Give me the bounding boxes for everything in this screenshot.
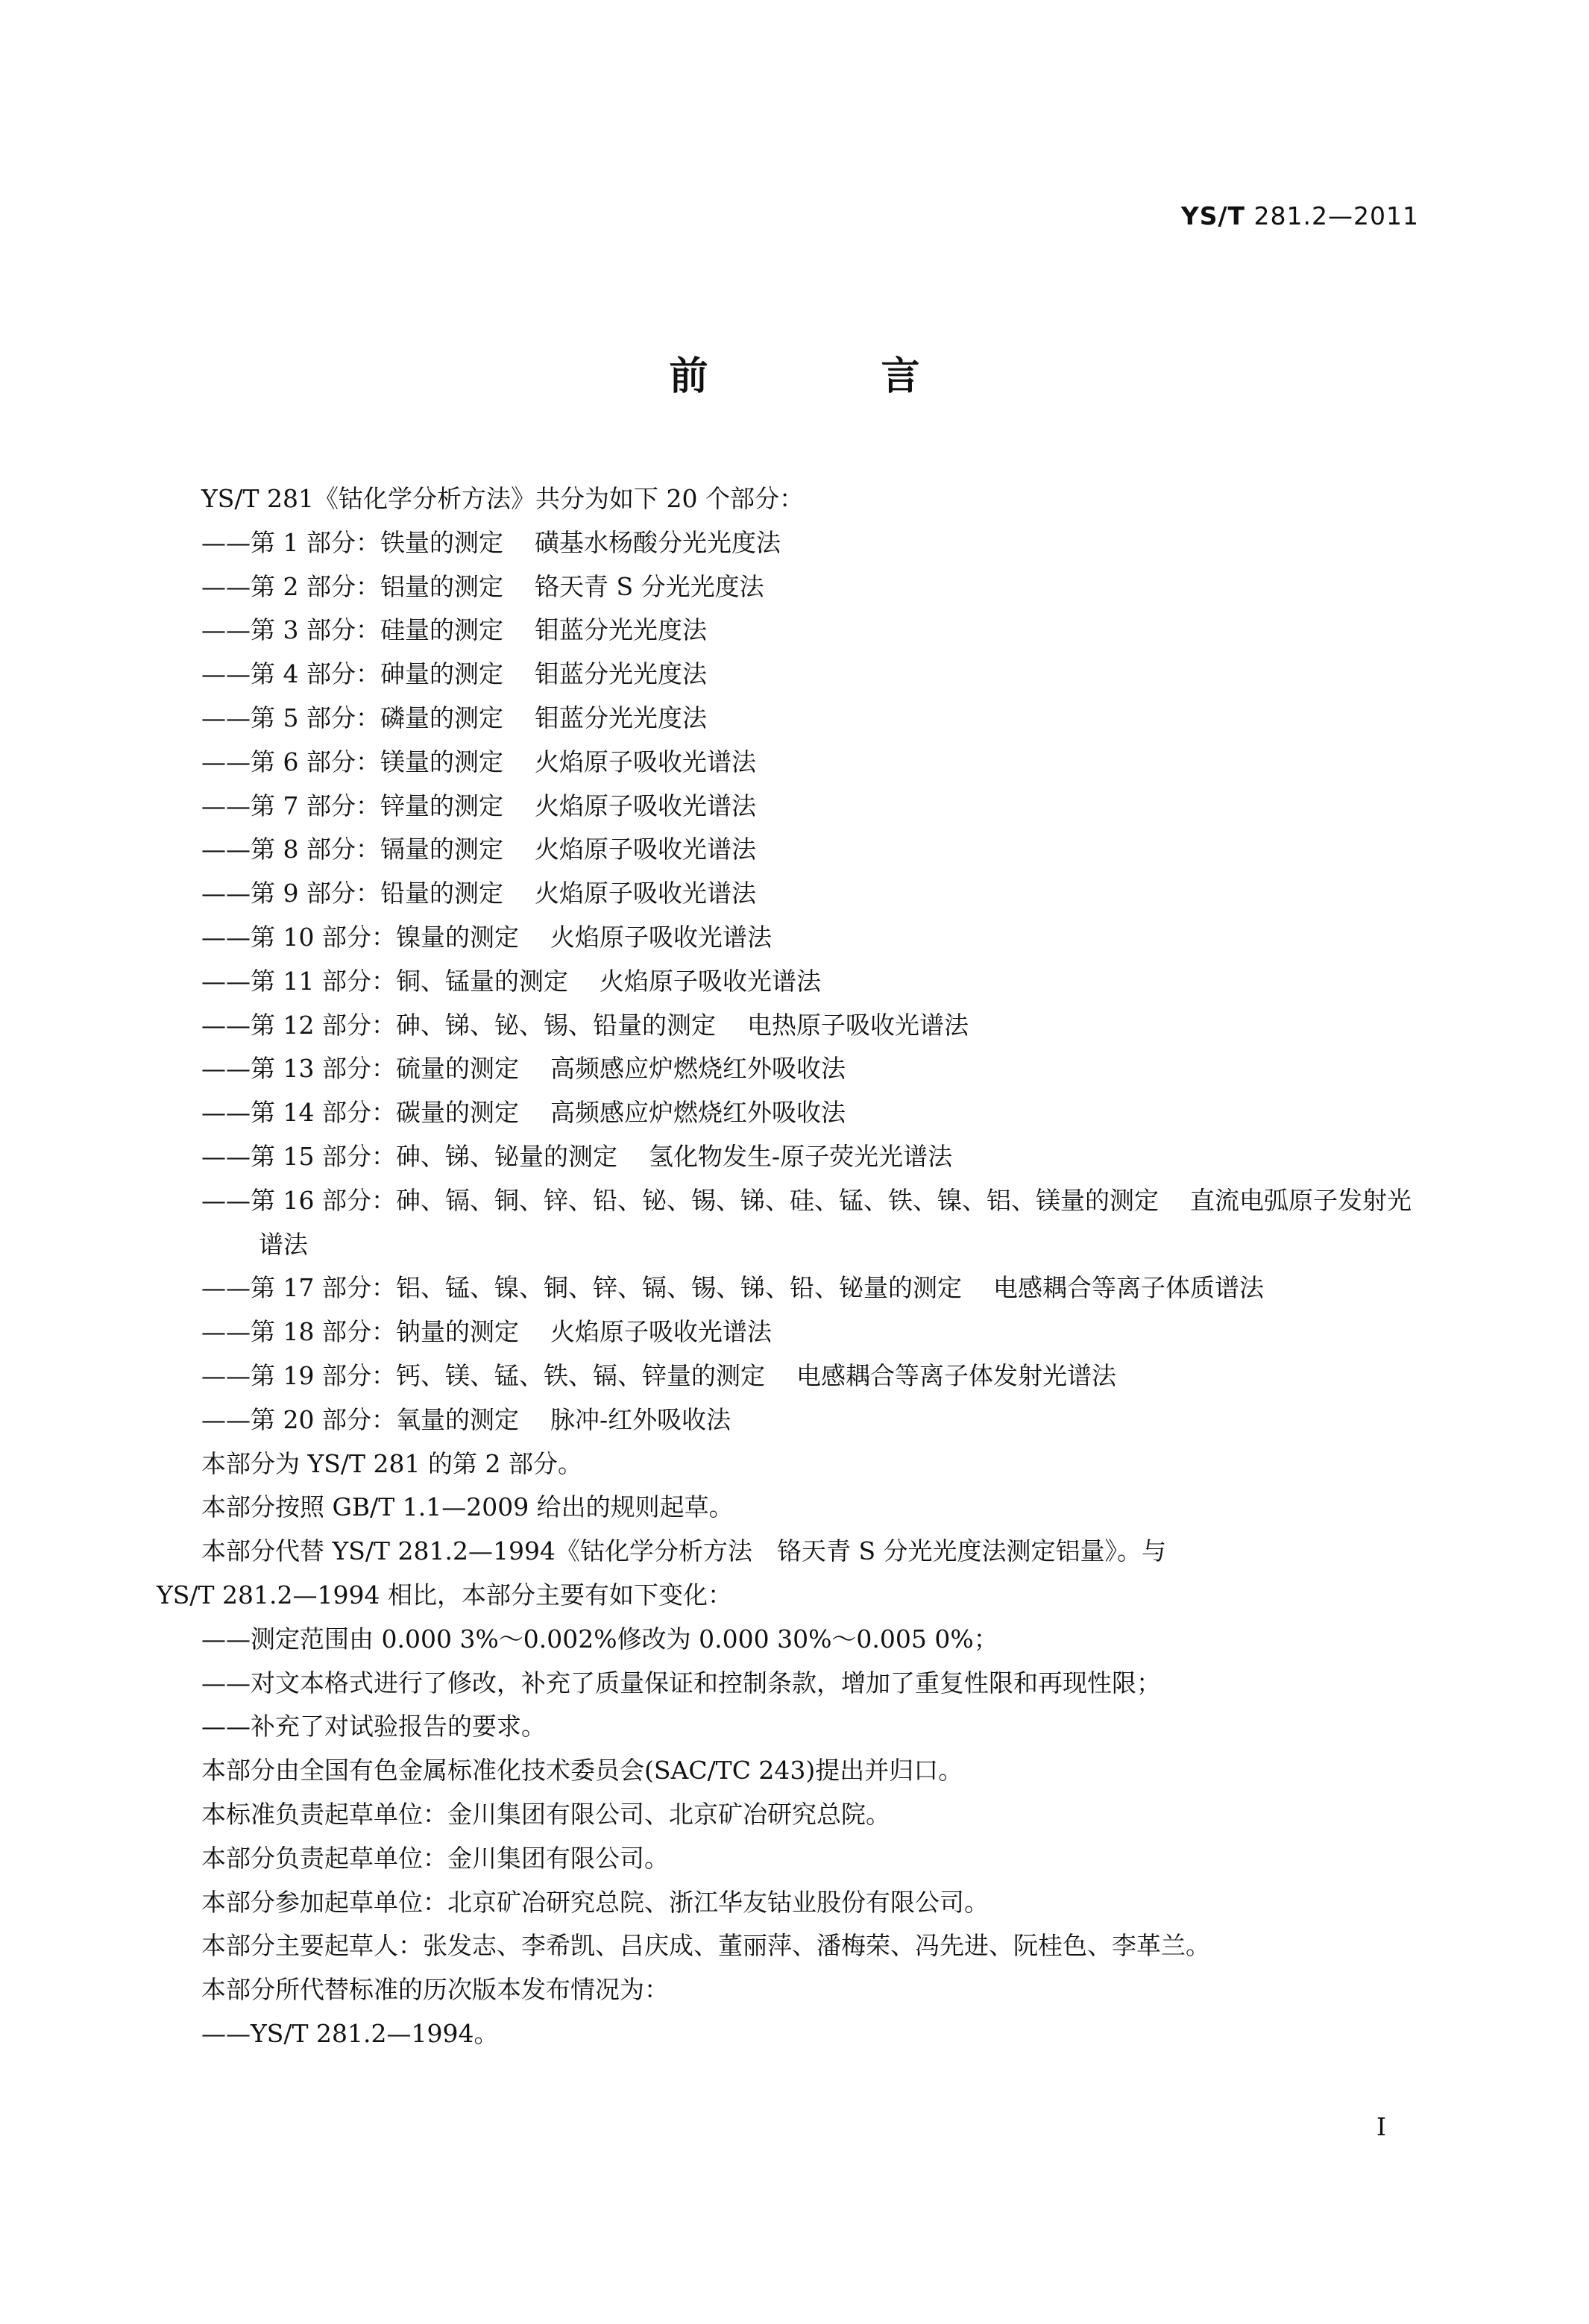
part-item bbox=[157, 565, 1432, 609]
history-intro: 本部分所代替标准的历次版本发布情况为： bbox=[201, 1975, 669, 2005]
part-method: 火焰原子吸收光谱法 bbox=[550, 1317, 772, 1347]
part-item bbox=[157, 1091, 1432, 1135]
part-label: ——第 2 部分：铝量的测定 bbox=[201, 571, 503, 601]
part-method: 火焰原子吸收光谱法 bbox=[534, 747, 756, 776]
part-method: 火焰原子吸收光谱法 bbox=[534, 791, 756, 820]
part-method: 高频感应炉燃烧红外吸收法 bbox=[550, 1098, 846, 1128]
part-label: ——第 5 部分：磷量的测定 bbox=[201, 703, 503, 732]
standard-number bbox=[1181, 201, 1419, 230]
part-label: ——第 14 部分：碳量的测定 bbox=[201, 1098, 519, 1128]
part-label: ——第 16 部分：砷、镉、铜、锌、铅、铋、锡、锑、硅、锰、铁、镍、铝、镁量的测定 bbox=[201, 1185, 1159, 1215]
replaces-statement-line2: YS/T 281.2—1994 相比，本部分主要有如下变化： bbox=[157, 1580, 732, 1609]
part-label: ——第 9 部分：铅量的测定 bbox=[201, 879, 503, 908]
part-label: ——第 8 部分：镉量的测定 bbox=[201, 835, 503, 864]
part-item bbox=[157, 1047, 1432, 1091]
part-item bbox=[157, 609, 1432, 653]
change-item: ——测定范围由 0.000 3%～0.002%修改为 0.000 30%～0.005 0%； bbox=[201, 1624, 998, 1654]
part-method: 火焰原子吸收光谱法 bbox=[534, 879, 756, 908]
part-label: ——第 18 部分：钠量的测定 bbox=[201, 1317, 519, 1347]
foreword-title: 前 言 bbox=[669, 354, 987, 399]
part-item bbox=[157, 1266, 1432, 1310]
part-label: ——第 13 部分：硫量的测定 bbox=[201, 1054, 519, 1084]
foreword-body bbox=[157, 477, 1432, 2056]
part-method: 铬天青 S 分光光度法 bbox=[534, 571, 764, 601]
part-label: ——第 20 部分：氧量的测定 bbox=[201, 1404, 519, 1434]
part-item bbox=[157, 1179, 1432, 1223]
part-item bbox=[157, 872, 1432, 916]
part-item-continuation: 谱法 bbox=[259, 1229, 308, 1259]
part-method: 火焰原子吸收光谱法 bbox=[599, 966, 821, 996]
part-method: 电感耦合等离子体发射光谱法 bbox=[796, 1360, 1116, 1390]
part-label: ——第 11 部分：铜、锰量的测定 bbox=[201, 966, 568, 996]
part-method: 直流电弧原子发射光 bbox=[1189, 1185, 1412, 1215]
part-item bbox=[157, 521, 1432, 565]
part-item bbox=[157, 785, 1432, 829]
drafting-rule-statement: 本部分按照 GB/T 1.1—2009 给出的规则起草。 bbox=[201, 1492, 734, 1522]
intro-paragraph: YS/T 281《钴化学分析方法》共分为如下 20 个部分： bbox=[201, 484, 804, 513]
part-method: 钼蓝分光光度法 bbox=[534, 703, 707, 732]
part-item bbox=[157, 1135, 1432, 1179]
part-label: ——第 17 部分：铝、锰、镍、铜、锌、镉、锡、锑、铅、铋量的测定 bbox=[201, 1273, 962, 1303]
part-item bbox=[157, 697, 1432, 741]
part-label: ——第 3 部分：硅量的测定 bbox=[201, 615, 503, 645]
history-item: ——YS/T 281.2—1994。 bbox=[201, 2018, 499, 2048]
change-item: ——对文本格式进行了修改，补充了质量保证和控制条款，增加了重复性限和再现性限； bbox=[201, 1668, 1161, 1698]
part-label: ——第 7 部分：锌量的测定 bbox=[201, 791, 503, 820]
part-item bbox=[157, 960, 1432, 1004]
part-label: ——第 6 部分：镁量的测定 bbox=[201, 747, 503, 776]
part-method: 火焰原子吸收光谱法 bbox=[534, 835, 756, 864]
standard-drafters-statement: 本标准负责起草单位：金川集团有限公司、北京矿冶研究总院。 bbox=[201, 1799, 890, 1829]
part-label: ——第 15 部分：砷、锑、铋量的测定 bbox=[201, 1141, 617, 1171]
part-method: 电感耦合等离子体质谱法 bbox=[992, 1273, 1264, 1303]
part-method: 火焰原子吸收光谱法 bbox=[550, 922, 772, 952]
replaces-statement-line1: 本部分代替 YS/T 281.2—1994《钴化学分析方法 铬天青 S 分光光度法测定铝量》。与 bbox=[201, 1536, 1167, 1566]
part-method: 钼蓝分光光度法 bbox=[534, 615, 707, 645]
part-item bbox=[157, 1004, 1432, 1048]
this-part-statement: 本部分为 YS/T 281 的第 2 部分。 bbox=[201, 1448, 582, 1478]
part-label: ——第 1 部分：铁量的测定 bbox=[201, 527, 503, 557]
part-label: ——第 4 部分：砷量的测定 bbox=[201, 659, 503, 689]
page-number: I bbox=[1376, 2112, 1386, 2141]
standard-code: 281.2—2011 bbox=[1245, 201, 1419, 230]
part-method: 高频感应炉燃烧红外吸收法 bbox=[550, 1054, 846, 1084]
part-item bbox=[157, 1310, 1432, 1354]
part-item bbox=[157, 1398, 1432, 1442]
part-label: ——第 12 部分：砷、锑、铋、锡、铅量的测定 bbox=[201, 1010, 716, 1040]
part-label: ——第 19 部分：钙、镁、锰、铁、镉、锌量的测定 bbox=[201, 1360, 765, 1390]
part-item bbox=[157, 828, 1432, 872]
standard-prefix: YS/T bbox=[1180, 201, 1246, 230]
proposed-by-statement: 本部分由全国有色金属标准化技术委员会(SAC/TC 243)提出并归口。 bbox=[201, 1756, 963, 1786]
part-item bbox=[157, 1354, 1432, 1398]
part-item bbox=[157, 741, 1432, 785]
part-method: 电热原子吸收光谱法 bbox=[746, 1010, 969, 1040]
part-method: 磺基水杨酸分光光度法 bbox=[534, 527, 781, 557]
part-method: 氢化物发生-原子荧光光谱法 bbox=[648, 1141, 953, 1171]
main-drafters-statement: 本部分主要起草人：张发志、李希凯、吕庆成、董丽萍、潘梅荣、冯先进、阮桂色、李革兰。 bbox=[201, 1931, 1210, 1961]
part-method: 脉冲-红外吸收法 bbox=[550, 1404, 731, 1434]
part-drafter-statement: 本部分负责起草单位：金川集团有限公司。 bbox=[201, 1843, 669, 1873]
change-item: ——补充了对试验报告的要求。 bbox=[201, 1712, 546, 1742]
part-method: 钼蓝分光光度法 bbox=[534, 659, 707, 689]
part-label: ——第 10 部分：镍量的测定 bbox=[201, 922, 519, 952]
part-item bbox=[157, 653, 1432, 697]
participants-statement: 本部分参加起草单位：北京矿冶研究总院、浙江华友钴业股份有限公司。 bbox=[201, 1887, 989, 1917]
part-item bbox=[157, 916, 1432, 960]
